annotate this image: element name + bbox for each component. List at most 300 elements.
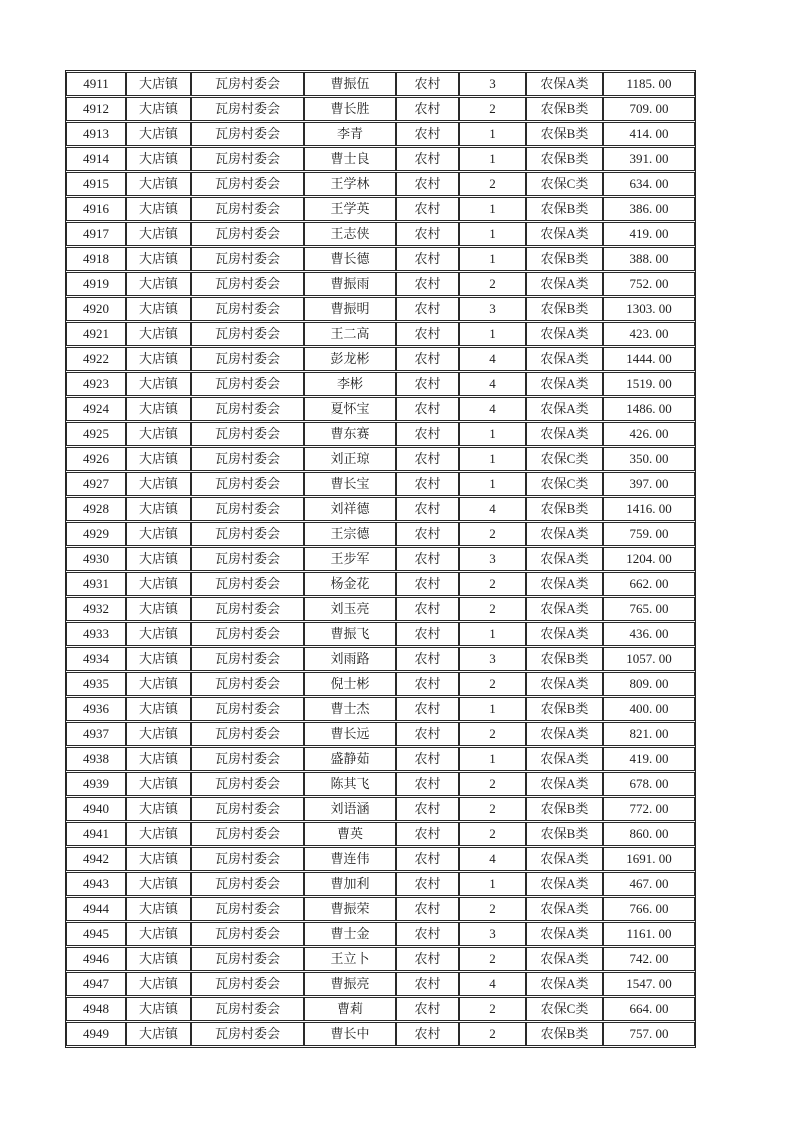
cell-household_type: 农村 [396,172,459,196]
cell-insurance_class: 农保A类 [526,872,603,896]
cell-village_committee: 瓦房村委会 [191,422,304,446]
cell-household_type: 农村 [396,372,459,396]
cell-household_type: 农村 [396,722,459,746]
table-row [66,347,695,371]
cell-person_count: 3 [459,647,526,671]
cell-insurance_class: 农保A类 [526,422,603,446]
cell-town: 大店镇 [126,547,191,571]
cell-insurance_class: 农保A类 [526,272,603,296]
cell-household_type: 农村 [396,797,459,821]
cell-household_type: 农村 [396,122,459,146]
cell-serial_number: 4947 [66,972,126,996]
cell-person_count: 1 [459,697,526,721]
cell-person_name: 曹加利 [304,872,396,896]
cell-village_committee: 瓦房村委会 [191,547,304,571]
cell-person_name: 曹长宝 [304,472,396,496]
table-row [66,272,695,296]
table-row [66,572,695,596]
cell-insurance_class: 农保B类 [526,797,603,821]
cell-household_type: 农村 [396,247,459,271]
cell-household_type: 农村 [396,272,459,296]
table-row [66,372,695,396]
cell-serial_number: 4929 [66,522,126,546]
cell-insurance_class: 农保A类 [526,922,603,946]
cell-person_name: 杨金花 [304,572,396,596]
cell-person_count: 2 [459,172,526,196]
cell-household_type: 农村 [396,897,459,921]
cell-person_name: 盛静茹 [304,747,396,771]
cell-person_count: 3 [459,547,526,571]
cell-insurance_class: 农保A类 [526,597,603,621]
cell-insurance_class: 农保B类 [526,147,603,171]
cell-village_committee: 瓦房村委会 [191,822,304,846]
cell-person_name: 王立卜 [304,947,396,971]
cell-insurance_class: 农保C类 [526,172,603,196]
cell-town: 大店镇 [126,72,191,96]
cell-village_committee: 瓦房村委会 [191,847,304,871]
cell-amount: 419. 00 [603,222,695,246]
cell-village_committee: 瓦房村委会 [191,522,304,546]
cell-amount: 752. 00 [603,272,695,296]
cell-village_committee: 瓦房村委会 [191,172,304,196]
cell-town: 大店镇 [126,997,191,1021]
table-row [66,122,695,146]
cell-insurance_class: 农保B类 [526,97,603,121]
cell-village_committee: 瓦房村委会 [191,222,304,246]
table-row [66,747,695,771]
cell-person_name: 刘玉亮 [304,597,396,621]
cell-town: 大店镇 [126,747,191,771]
cell-amount: 467. 00 [603,872,695,896]
cell-household_type: 农村 [396,72,459,96]
cell-village_committee: 瓦房村委会 [191,97,304,121]
cell-serial_number: 4917 [66,222,126,246]
cell-village_committee: 瓦房村委会 [191,272,304,296]
cell-insurance_class: 农保A类 [526,522,603,546]
cell-household_type: 农村 [396,397,459,421]
cell-town: 大店镇 [126,522,191,546]
cell-serial_number: 4914 [66,147,126,171]
cell-amount: 388. 00 [603,247,695,271]
cell-village_committee: 瓦房村委会 [191,397,304,421]
cell-town: 大店镇 [126,97,191,121]
table-row [66,472,695,496]
cell-serial_number: 4941 [66,822,126,846]
cell-town: 大店镇 [126,122,191,146]
cell-village_committee: 瓦房村委会 [191,772,304,796]
cell-person_count: 3 [459,72,526,96]
cell-village_committee: 瓦房村委会 [191,997,304,1021]
cell-serial_number: 4930 [66,547,126,571]
cell-person_count: 4 [459,847,526,871]
cell-amount: 662. 00 [603,572,695,596]
cell-insurance_class: 农保A类 [526,222,603,246]
table-row [66,447,695,471]
cell-town: 大店镇 [126,797,191,821]
cell-household_type: 农村 [396,572,459,596]
cell-town: 大店镇 [126,572,191,596]
table-row [66,422,695,446]
cell-serial_number: 4949 [66,1022,126,1046]
cell-person_name: 王步军 [304,547,396,571]
cell-household_type: 农村 [396,147,459,171]
cell-person_name: 曹连伟 [304,847,396,871]
table-row [66,97,695,121]
cell-insurance_class: 农保A类 [526,947,603,971]
cell-insurance_class: 农保A类 [526,972,603,996]
cell-amount: 1486. 00 [603,397,695,421]
cell-serial_number: 4926 [66,447,126,471]
cell-village_committee: 瓦房村委会 [191,722,304,746]
cell-household_type: 农村 [396,822,459,846]
cell-village_committee: 瓦房村委会 [191,122,304,146]
cell-insurance_class: 农保A类 [526,572,603,596]
cell-serial_number: 4938 [66,747,126,771]
cell-person_name: 曹士良 [304,147,396,171]
cell-person_name: 刘雨路 [304,647,396,671]
cell-person_count: 4 [459,397,526,421]
cell-serial_number: 4942 [66,847,126,871]
cell-household_type: 农村 [396,772,459,796]
cell-person_name: 曹振明 [304,297,396,321]
cell-serial_number: 4922 [66,347,126,371]
cell-person_name: 曹东赛 [304,422,396,446]
cell-serial_number: 4915 [66,172,126,196]
cell-village_committee: 瓦房村委会 [191,622,304,646]
cell-person_name: 曹士杰 [304,697,396,721]
cell-person_count: 4 [459,372,526,396]
cell-serial_number: 4912 [66,97,126,121]
cell-person_name: 夏怀宝 [304,397,396,421]
table-row [66,72,695,96]
cell-person_name: 曹长德 [304,247,396,271]
cell-person_count: 1 [459,872,526,896]
cell-person_name: 王宗德 [304,522,396,546]
cell-household_type: 农村 [396,497,459,521]
cell-town: 大店镇 [126,1022,191,1046]
table-row [66,797,695,821]
cell-serial_number: 4931 [66,572,126,596]
table-row [66,622,695,646]
cell-household_type: 农村 [396,647,459,671]
cell-person_count: 2 [459,1022,526,1046]
cell-insurance_class: 农保C类 [526,447,603,471]
cell-village_committee: 瓦房村委会 [191,972,304,996]
cell-village_committee: 瓦房村委会 [191,447,304,471]
cell-amount: 1303. 00 [603,297,695,321]
cell-amount: 759. 00 [603,522,695,546]
cell-household_type: 农村 [396,872,459,896]
cell-household_type: 农村 [396,847,459,871]
cell-town: 大店镇 [126,772,191,796]
cell-village_committee: 瓦房村委会 [191,297,304,321]
cell-person_name: 曹振亮 [304,972,396,996]
cell-amount: 821. 00 [603,722,695,746]
cell-household_type: 农村 [396,197,459,221]
cell-amount: 709. 00 [603,97,695,121]
cell-amount: 397. 00 [603,472,695,496]
cell-person_name: 李彬 [304,372,396,396]
cell-person_name: 曹英 [304,822,396,846]
cell-insurance_class: 农保A类 [526,372,603,396]
cell-serial_number: 4945 [66,922,126,946]
cell-amount: 809. 00 [603,672,695,696]
table-row [66,197,695,221]
table-row [66,722,695,746]
cell-serial_number: 4933 [66,622,126,646]
cell-serial_number: 4937 [66,722,126,746]
cell-insurance_class: 农保C类 [526,997,603,1021]
cell-household_type: 农村 [396,972,459,996]
cell-household_type: 农村 [396,922,459,946]
cell-town: 大店镇 [126,397,191,421]
cell-person_count: 1 [459,147,526,171]
cell-person_name: 倪士彬 [304,672,396,696]
cell-person_name: 彭龙彬 [304,347,396,371]
cell-town: 大店镇 [126,172,191,196]
cell-serial_number: 4939 [66,772,126,796]
cell-person_name: 王学英 [304,197,396,221]
cell-person_count: 1 [459,247,526,271]
cell-insurance_class: 农保A类 [526,897,603,921]
cell-person_count: 2 [459,97,526,121]
cell-amount: 1185. 00 [603,72,695,96]
cell-person_count: 1 [459,747,526,771]
cell-village_committee: 瓦房村委会 [191,147,304,171]
cell-insurance_class: 农保B类 [526,197,603,221]
cell-household_type: 农村 [396,747,459,771]
table-row [66,697,695,721]
cell-village_committee: 瓦房村委会 [191,947,304,971]
cell-town: 大店镇 [126,897,191,921]
cell-amount: 664. 00 [603,997,695,1021]
cell-person_count: 3 [459,297,526,321]
table-row [66,147,695,171]
cell-household_type: 农村 [396,297,459,321]
cell-serial_number: 4919 [66,272,126,296]
cell-town: 大店镇 [126,922,191,946]
table-row [66,497,695,521]
cell-amount: 1416. 00 [603,497,695,521]
table-row [66,972,695,996]
cell-insurance_class: 农保A类 [526,722,603,746]
cell-insurance_class: 农保A类 [526,72,603,96]
cell-insurance_class: 农保A类 [526,322,603,346]
cell-amount: 766. 00 [603,897,695,921]
cell-amount: 436. 00 [603,622,695,646]
cell-insurance_class: 农保A类 [526,547,603,571]
cell-person_count: 2 [459,947,526,971]
cell-amount: 1691. 00 [603,847,695,871]
cell-town: 大店镇 [126,422,191,446]
cell-person_name: 曹振伍 [304,72,396,96]
cell-serial_number: 4927 [66,472,126,496]
cell-town: 大店镇 [126,272,191,296]
cell-insurance_class: 农保B类 [526,697,603,721]
cell-serial_number: 4934 [66,647,126,671]
table-row [66,297,695,321]
cell-person_name: 曹长中 [304,1022,396,1046]
table-row [66,222,695,246]
cell-household_type: 农村 [396,997,459,1021]
cell-serial_number: 4918 [66,247,126,271]
cell-amount: 386. 00 [603,197,695,221]
cell-household_type: 农村 [396,597,459,621]
table-row [66,172,695,196]
cell-person_count: 2 [459,597,526,621]
cell-insurance_class: 农保A类 [526,847,603,871]
cell-town: 大店镇 [126,722,191,746]
cell-serial_number: 4932 [66,597,126,621]
cell-town: 大店镇 [126,622,191,646]
cell-village_committee: 瓦房村委会 [191,247,304,271]
cell-amount: 400. 00 [603,697,695,721]
cell-household_type: 农村 [396,322,459,346]
cell-town: 大店镇 [126,672,191,696]
cell-amount: 860. 00 [603,822,695,846]
cell-town: 大店镇 [126,497,191,521]
cell-person_count: 2 [459,272,526,296]
cell-serial_number: 4913 [66,122,126,146]
table-row [66,672,695,696]
cell-person_count: 4 [459,497,526,521]
cell-person_name: 曹莉 [304,997,396,1021]
cell-village_committee: 瓦房村委会 [191,472,304,496]
cell-household_type: 农村 [396,447,459,471]
cell-amount: 742. 00 [603,947,695,971]
cell-insurance_class: 农保A类 [526,747,603,771]
cell-village_committee: 瓦房村委会 [191,697,304,721]
cell-village_committee: 瓦房村委会 [191,197,304,221]
cell-town: 大店镇 [126,297,191,321]
cell-insurance_class: 农保B类 [526,297,603,321]
cell-person_name: 刘语涵 [304,797,396,821]
table-row [66,647,695,671]
cell-insurance_class: 农保B类 [526,497,603,521]
cell-amount: 678. 00 [603,772,695,796]
cell-village_committee: 瓦房村委会 [191,1022,304,1046]
cell-serial_number: 4948 [66,997,126,1021]
cell-amount: 1444. 00 [603,347,695,371]
table-body [66,72,695,1046]
cell-village_committee: 瓦房村委会 [191,372,304,396]
cell-amount: 1161. 00 [603,922,695,946]
cell-person_name: 曹振荣 [304,897,396,921]
cell-town: 大店镇 [126,147,191,171]
table-row [66,997,695,1021]
cell-person_count: 2 [459,997,526,1021]
cell-household_type: 农村 [396,672,459,696]
cell-person_count: 2 [459,772,526,796]
table-row [66,822,695,846]
cell-amount: 423. 00 [603,322,695,346]
cell-person_count: 1 [459,122,526,146]
cell-insurance_class: 农保A类 [526,397,603,421]
cell-insurance_class: 农保B类 [526,122,603,146]
cell-person_count: 2 [459,822,526,846]
cell-person_count: 1 [459,222,526,246]
cell-insurance_class: 农保B类 [526,822,603,846]
cell-village_committee: 瓦房村委会 [191,872,304,896]
table-row [66,397,695,421]
cell-serial_number: 4936 [66,697,126,721]
cell-town: 大店镇 [126,822,191,846]
cell-serial_number: 4935 [66,672,126,696]
table-row [66,247,695,271]
cell-amount: 765. 00 [603,597,695,621]
cell-town: 大店镇 [126,947,191,971]
cell-town: 大店镇 [126,447,191,471]
cell-village_committee: 瓦房村委会 [191,72,304,96]
cell-village_committee: 瓦房村委会 [191,322,304,346]
cell-person_count: 3 [459,922,526,946]
cell-person_name: 刘正琼 [304,447,396,471]
cell-serial_number: 4940 [66,797,126,821]
cell-village_committee: 瓦房村委会 [191,647,304,671]
cell-town: 大店镇 [126,247,191,271]
cell-insurance_class: 农保A类 [526,622,603,646]
cell-person_name: 曹士金 [304,922,396,946]
cell-village_committee: 瓦房村委会 [191,597,304,621]
cell-town: 大店镇 [126,697,191,721]
cell-person_count: 4 [459,972,526,996]
cell-amount: 391. 00 [603,147,695,171]
table-row [66,547,695,571]
table-row [66,597,695,621]
cell-serial_number: 4923 [66,372,126,396]
cell-household_type: 农村 [396,547,459,571]
cell-insurance_class: 农保A类 [526,772,603,796]
cell-person_count: 2 [459,672,526,696]
cell-village_committee: 瓦房村委会 [191,897,304,921]
cell-town: 大店镇 [126,197,191,221]
cell-household_type: 农村 [396,947,459,971]
cell-insurance_class: 农保B类 [526,247,603,271]
cell-person_count: 2 [459,897,526,921]
table-row [66,947,695,971]
table-row [66,772,695,796]
cell-person_count: 1 [459,622,526,646]
cell-person_name: 王二高 [304,322,396,346]
cell-serial_number: 4921 [66,322,126,346]
cell-person_name: 王志侠 [304,222,396,246]
cell-village_committee: 瓦房村委会 [191,672,304,696]
cell-village_committee: 瓦房村委会 [191,922,304,946]
table-row [66,847,695,871]
cell-village_committee: 瓦房村委会 [191,347,304,371]
cell-person_count: 1 [459,197,526,221]
table-row [66,897,695,921]
table-row [66,872,695,896]
cell-serial_number: 4946 [66,947,126,971]
cell-person_count: 1 [459,422,526,446]
cell-person_count: 1 [459,472,526,496]
cell-person_count: 1 [459,447,526,471]
cell-amount: 1519. 00 [603,372,695,396]
cell-serial_number: 4928 [66,497,126,521]
cell-town: 大店镇 [126,647,191,671]
cell-town: 大店镇 [126,847,191,871]
cell-amount: 426. 00 [603,422,695,446]
cell-household_type: 农村 [396,697,459,721]
cell-serial_number: 4911 [66,72,126,96]
cell-serial_number: 4916 [66,197,126,221]
cell-insurance_class: 农保B类 [526,647,603,671]
cell-person_name: 曹长胜 [304,97,396,121]
cell-person_count: 2 [459,722,526,746]
cell-amount: 414. 00 [603,122,695,146]
cell-amount: 1057. 00 [603,647,695,671]
